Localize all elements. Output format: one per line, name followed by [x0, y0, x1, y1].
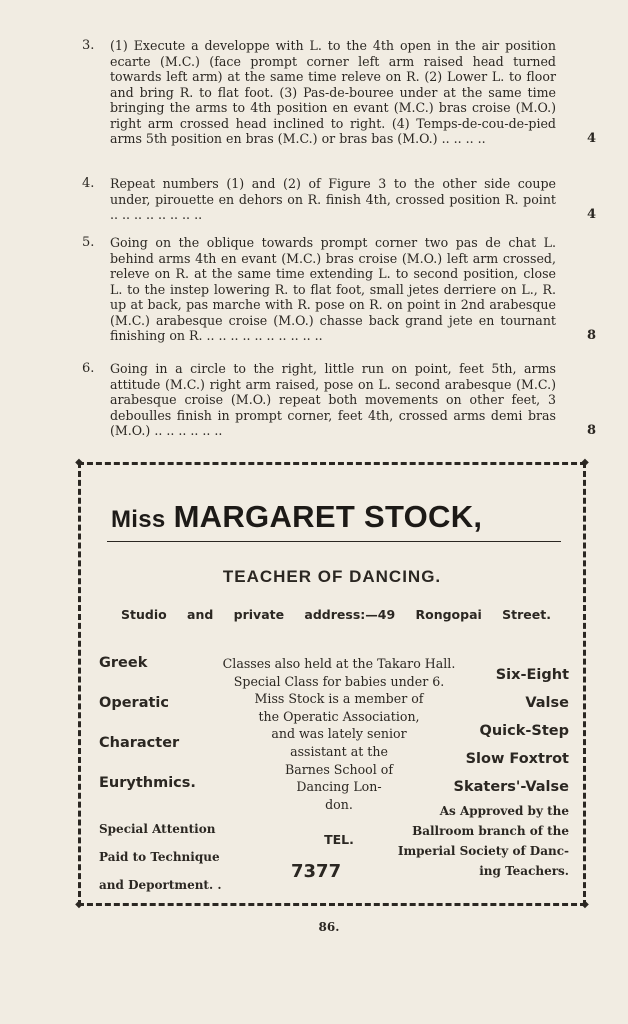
dance-style: Character: [99, 735, 180, 751]
info-line: don.: [325, 796, 353, 812]
instruction-text: Repeat numbers (1) and (2) of Figure 3 to the other side coupe under, pirouette en dehors on R. finish 4th, crossed position R. point .. .. .. .. .. .. .. ..: [110, 176, 556, 222]
ballroom-dance: Quick-Step: [479, 723, 569, 739]
border-ornament-icon: ◆: [75, 899, 83, 910]
info-line: Classes also held at the Takaro Hall.: [222, 656, 456, 671]
dance-style: Eurythmics.: [99, 775, 196, 791]
address-word: private: [233, 607, 285, 622]
approval-line: As Approved by the: [439, 804, 569, 818]
instruction-text: Going in a circle to the right, little run on point, feet 5th, arms attitude (M.C.) right arm raised, pose on L. second arabesque (M.C.) arabesque croise (M.O.) repeat both movements on other feet, 3 deboulles finish in prompt corner, feet 4th, crossed arms demi bras (M.O.) .. .. .. .. .. ..: [110, 361, 556, 438]
instruction-count: 8: [586, 423, 596, 438]
instruction-item: [82, 38, 600, 147]
instruction-count: 4: [586, 207, 596, 222]
ballroom-dance: Six-Eight: [495, 667, 569, 683]
approval-line: Ballroom branch of the: [412, 824, 569, 838]
address-word: Studio: [121, 607, 167, 622]
instruction-number: 5.: [82, 235, 95, 250]
instruction-number: 3.: [82, 38, 95, 53]
ad-subtitle: TEACHER OF DANCING.: [222, 567, 442, 586]
dance-style: Operatic: [99, 695, 169, 711]
instruction-count: 4: [586, 131, 596, 146]
note-line: Special Attention: [99, 822, 216, 836]
instruction-count: 8: [586, 328, 596, 343]
instruction-item: [82, 235, 600, 344]
approval-line: Imperial Society of Danc-: [397, 844, 569, 858]
ballroom-dance: Skaters'-Valse: [453, 779, 569, 795]
instruction-text: (1) Execute a developpe with L. to the 4th open in the air position ecarte (M.C.) (face prompt corner left arm raised head turned towards left arm) at the same time releve on R. (2) Lower L. to floor and bring R. to flat foot. (3) Pas-de-bouree under at the same time bringing the arms to 4th position en evant (M.C.) bras croise (M.O.) right arm crossed head inclined to right. (4) Temps-de-cou-de-pied arms 5th position en bras (M.C.) or bras bas (M.O.) .. .. .. ..: [110, 38, 556, 146]
ad-heading: [111, 499, 561, 535]
advertisement-box: [75, 457, 589, 910]
border-ornament-icon: ◆: [581, 457, 589, 468]
instruction-number: 6.: [82, 361, 95, 376]
telephone-number: 7377: [291, 861, 342, 882]
info-line: the Operatic Association,: [258, 708, 420, 724]
ballroom-dances-column: [429, 661, 569, 801]
page-number: 86.: [318, 920, 340, 934]
ballroom-dance: Valse: [525, 695, 569, 711]
studio-address: [121, 607, 551, 622]
instruction-item: [82, 361, 600, 439]
info-line: Dancing Lon-: [296, 779, 382, 795]
telephone-label: TEL.: [324, 832, 354, 848]
address-word: Rongopai: [415, 607, 482, 622]
note-line: Paid to Technique: [99, 850, 220, 864]
ballroom-dance: Slow Foxtrot: [465, 751, 569, 767]
border-ornament-icon: ◆: [75, 457, 83, 468]
info-line: assistant at the: [290, 743, 388, 759]
note-line: and Deportment. .: [99, 878, 222, 892]
address-word: Street.: [502, 607, 551, 622]
approval-note: [339, 801, 569, 881]
heading-rule: [107, 541, 561, 542]
approval-line: ing Teachers.: [479, 864, 569, 878]
info-line: and was lately senior: [271, 726, 407, 742]
info-line: Barnes School of: [284, 761, 394, 777]
address-word: address:—49: [304, 607, 396, 622]
instruction-number: 4.: [82, 176, 95, 191]
instruction-text: Going on the oblique towards prompt corner two pas de chat L. behind arms 4th en evant (M.C.) bras croise (M.O.) left arm crossed, releve on R. at the same time extending L. to second position, close L. to the instep lowering R. to flat foot, small jetes derriere on L., R. up at back, pas marche with R. pose on R. on point in 2nd arabesque (M.C.) arabesque croise (M.O.) chasse back grand jete en tournant finishing on R. .. .. .. .. .. .. .. .. .. ..: [110, 235, 556, 343]
dance-style: Greek: [99, 655, 148, 671]
instruction-item: [82, 176, 600, 223]
ad-heading-miss: Miss: [111, 506, 166, 533]
info-line: Special Class for babies under 6.: [233, 673, 445, 689]
address-word: and: [187, 607, 214, 622]
info-line: Miss Stock is a member of: [254, 691, 424, 707]
border-ornament-icon: ◆: [581, 899, 589, 910]
ad-heading-name: MARGARET STOCK,: [173, 499, 483, 534]
